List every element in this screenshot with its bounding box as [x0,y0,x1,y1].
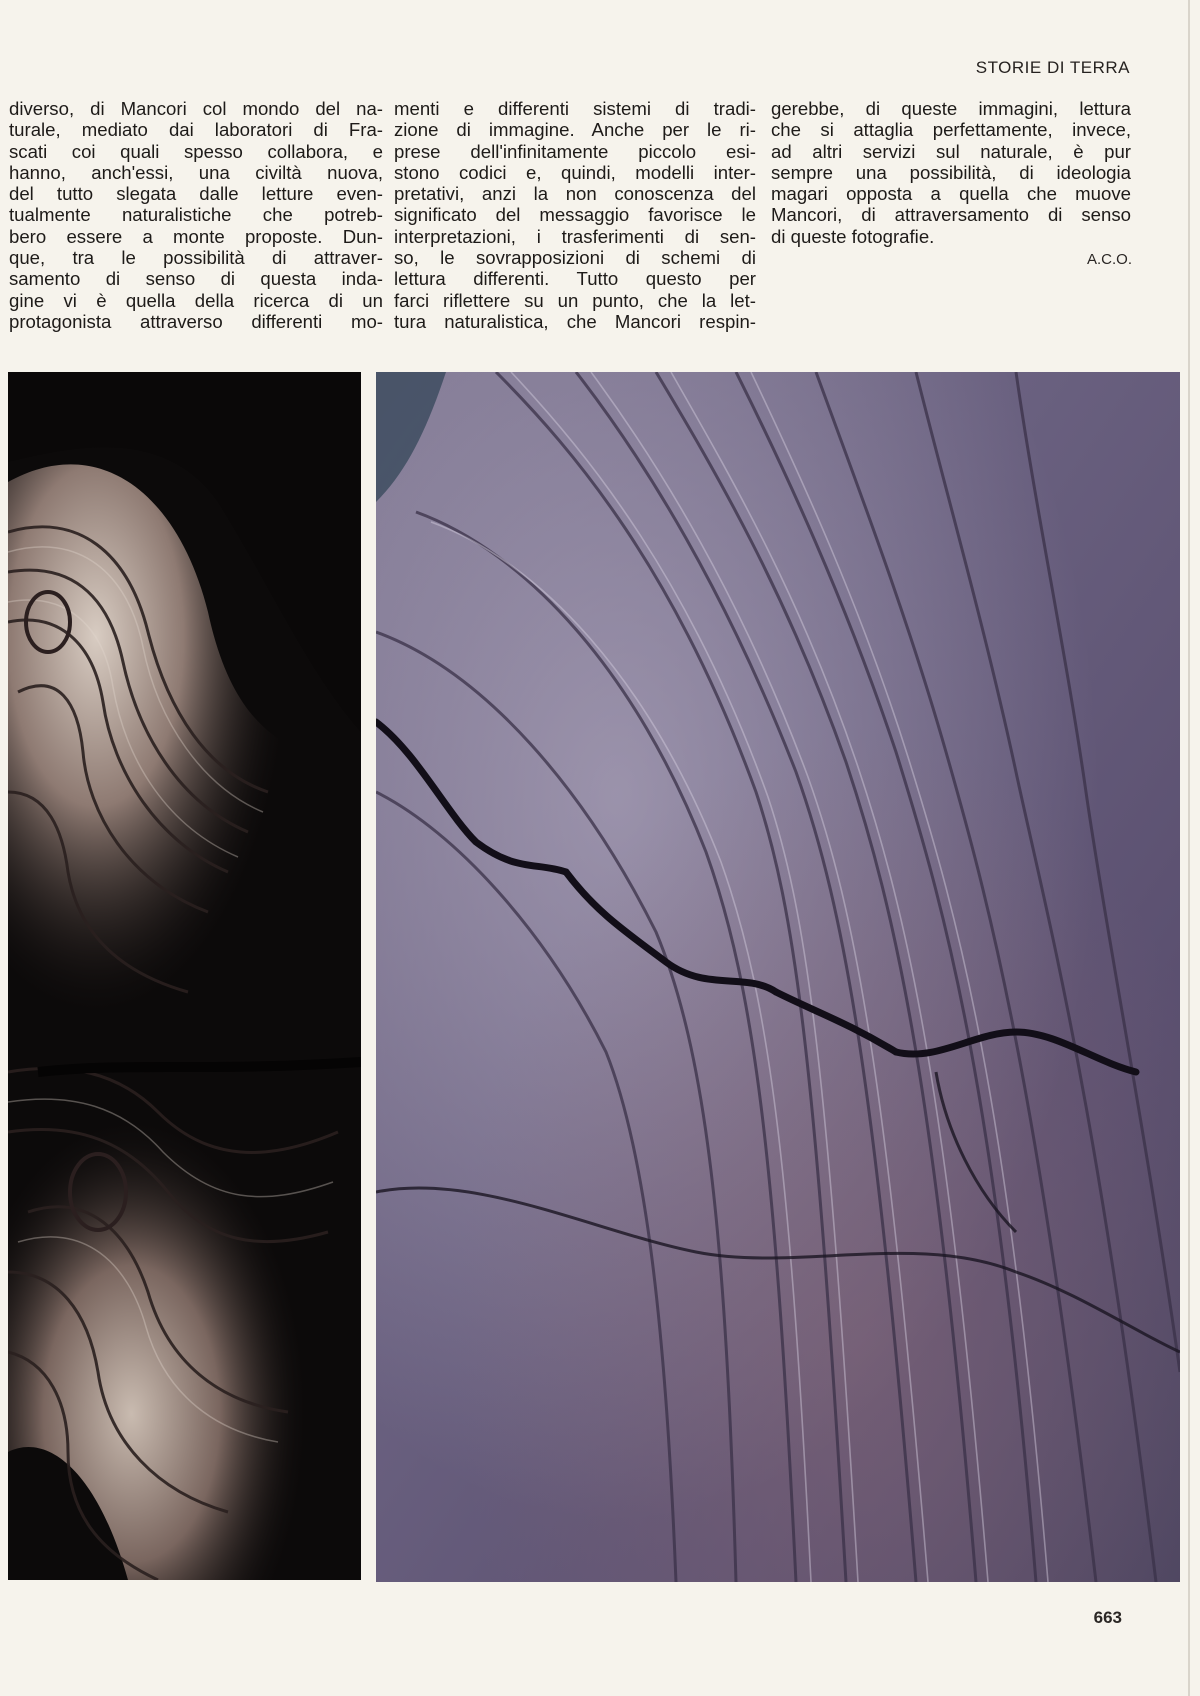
text-line: so, le sovrapposizioni di schemi di [394,247,756,269]
text-line: tualmente naturalistiche che potreb- [9,204,383,226]
text-line: gerebbe, di queste immagini, lettura [771,98,1131,119]
text-line: protagonista attraverso differenti mo- [9,310,383,332]
author-signature: A.C.O. [1086,251,1132,268]
text-line: pretativi, anzi la non conoscenza del [394,183,756,205]
text-line: stono codici e, quindi, modelli inter- [394,161,756,183]
rock-surface-photo [376,372,1180,1582]
page-number: 663 [1093,1608,1122,1627]
text-line: gine vi è quella della ricerca di un [9,289,383,311]
text-column-1 [9,98,383,332]
text-line: farci riflettere su un punto, che la let- [394,289,756,311]
text-line: sempre una possibilità, di ideologia [771,161,1131,183]
text-line: ad altri servizi sul naturale, è pur [771,140,1131,162]
text-line: tura naturalistica, che Mancori respin- [394,310,756,332]
text-line: che si attaglia perfettamente, invece, [771,119,1131,141]
text-line: menti e differenti sistemi di tradi- [394,98,756,119]
text-line: zione di immagine. Anche per le ri- [394,119,756,141]
text-line: lettura differenti. Tutto questo per [394,268,756,290]
page-edge [1188,0,1190,1696]
text-line: que, tra le possibilità di attraver- [9,247,383,269]
text-line: prese dell'infinitamente piccolo esi- [394,140,756,162]
text-line: scati coi quali spesso collabora, e [9,140,383,162]
text-line: di queste fotografie. [771,225,935,247]
text-line: Mancori, di attraversamento di senso [771,204,1131,226]
text-line: bero essere a monte proposte. Dun- [9,225,383,247]
text-column-2 [394,98,756,332]
text-line: del tutto slegata dalle letture even- [9,183,383,205]
text-line: significato del messaggio favorisce le [394,204,756,226]
text-line: interpretazioni, i trasferimenti di sen- [394,225,756,247]
text-line: hanno, anch'essi, una civiltà nuova, [9,161,383,183]
text-line: turale, mediato dai laboratori di Fra- [9,119,383,141]
text-column-3 [771,98,1131,247]
wood-grain-photo [8,372,361,1580]
wood-grain-image [8,372,361,1580]
text-line: samento di senso di questa inda- [9,268,383,290]
text-line: magari opposta a quella che muove [771,183,1131,205]
section-title: STORIE DI TERRA [975,58,1130,77]
text-line: diverso, di Mancori col mondo del na- [9,98,383,119]
rock-surface-image [376,372,1180,1582]
